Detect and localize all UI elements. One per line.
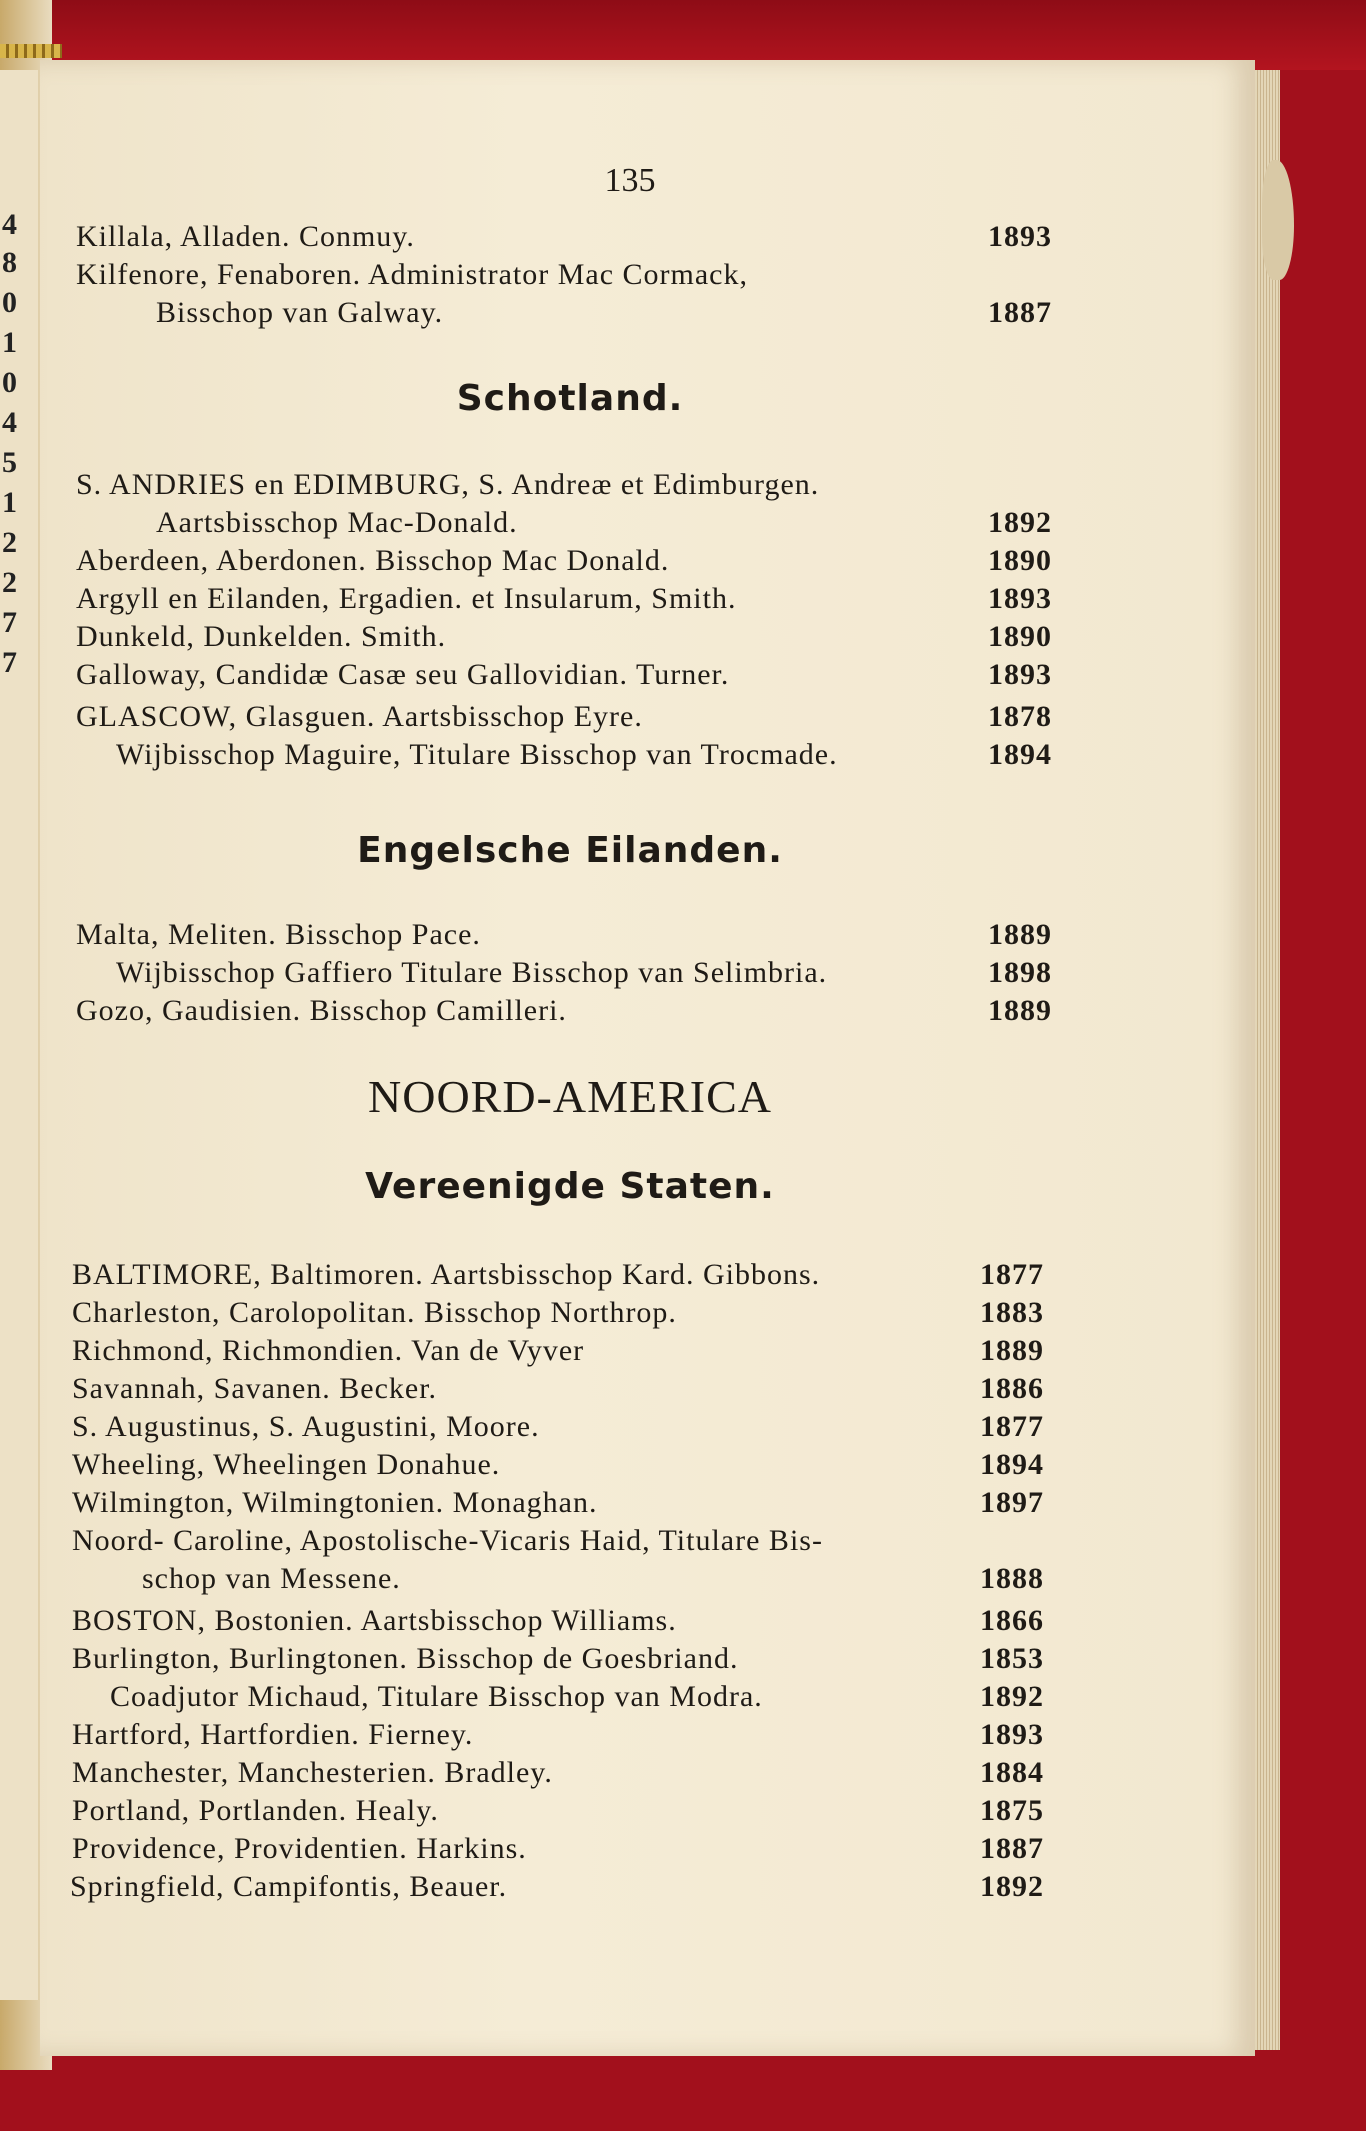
entry-year: 1878 (988, 700, 1052, 733)
list-item (70, 1642, 1070, 1678)
region-heading: NOORD-AMERICA (368, 1071, 772, 1122)
entry-year: 1887 (980, 1832, 1044, 1865)
edge-digit: 0 (2, 286, 17, 319)
entry-text: Noord- Caroline, Apostolische-Vicaris Haid, Titulare Bis- (72, 1524, 823, 1557)
entry-year: 1886 (980, 1372, 1044, 1405)
entry-year: 1877 (980, 1258, 1044, 1291)
list-item (70, 1448, 1070, 1484)
entry-year: 1897 (980, 1486, 1044, 1519)
entry-text: S. Augustinus, S. Augustini, Moore. (72, 1410, 540, 1443)
list-item (70, 1832, 1070, 1868)
entry-text: Portland, Portlanden. Healy. (72, 1794, 439, 1827)
entry-year: 1889 (988, 994, 1052, 1027)
entry-text: Burlington, Burlingtonen. Bisschop de Goesbriand. (72, 1642, 739, 1675)
entry-year: 1887 (988, 296, 1052, 329)
list-item (70, 994, 1070, 1030)
list-item (70, 738, 1070, 774)
list-item (70, 220, 1070, 256)
entry-year: 1894 (988, 738, 1052, 771)
list-item (70, 1604, 1070, 1640)
entry-text: Providence, Providentien. Harkins. (72, 1832, 527, 1865)
edge-digit: 2 (2, 566, 17, 599)
entry-text: BOSTON, Bostonien. Aartsbisschop Williams. (72, 1604, 677, 1637)
list-item (70, 1718, 1070, 1754)
entry-text: Bisschop van Galway. (156, 296, 444, 329)
section-heading: Engelsche Eilanden. (357, 830, 783, 871)
entry-year: 1890 (988, 620, 1052, 653)
list-item (70, 258, 1070, 294)
entry-text: Wilmington, Wilmingtonien. Monaghan. (72, 1486, 598, 1519)
list-item (70, 544, 1070, 580)
entry-year: 1875 (980, 1794, 1044, 1827)
entry-year: 1898 (988, 956, 1052, 989)
list-item (70, 1756, 1070, 1792)
entry-year: 1877 (980, 1410, 1044, 1443)
entry-year: 1888 (980, 1562, 1044, 1595)
edge-digit: 0 (2, 366, 17, 399)
entry-text: Hartford, Hartfordien. Fierney. (72, 1718, 474, 1751)
edge-digit: 2 (2, 526, 17, 559)
entry-text: Kilfenore, Fenaboren. Administrator Mac Cormack, (76, 258, 748, 291)
entry-text: Aartsbisschop Mac-Donald. (156, 506, 518, 539)
edge-digit: 8 (2, 246, 17, 279)
entry-year: 1893 (988, 220, 1052, 253)
book-cover-bottom (0, 2070, 1366, 2131)
list-item (70, 468, 1070, 504)
section-heading: Vereenigde Staten. (365, 1166, 775, 1207)
entry-year: 1890 (988, 544, 1052, 577)
section-heading: Schotland. (456, 378, 684, 419)
entry-text: Savannah, Savanen. Becker. (72, 1372, 438, 1405)
entry-text: Malta, Meliten. Bisschop Pace. (76, 918, 481, 951)
entry-year: 1853 (980, 1642, 1044, 1675)
edge-digit: 4 (2, 208, 17, 241)
list-item (70, 1334, 1070, 1370)
entry-text: Manchester, Manchesterien. Bradley. (72, 1756, 553, 1789)
list-item (70, 956, 1070, 992)
list-item (70, 1680, 1070, 1716)
list-item (70, 1372, 1070, 1408)
list-item (70, 658, 1070, 694)
list-item (70, 918, 1070, 954)
entry-text: Springfield, Campifontis, Beauer. (70, 1870, 508, 1903)
edge-digit: 4 (2, 406, 17, 439)
list-item (70, 582, 1070, 618)
entry-text: Coadjutor Michaud, Titulare Bisschop van Modra. (110, 1680, 763, 1713)
entry-text: Wijbisschop Gaffiero Titulare Bisschop van Selimbria. (116, 956, 828, 989)
entry-year: 1889 (980, 1334, 1044, 1367)
entry-year: 1892 (980, 1870, 1044, 1903)
list-item (70, 1410, 1070, 1446)
torn-page-corner (1262, 160, 1294, 280)
entry-text: Galloway, Candidæ Casæ seu Gallovidian. Turner. (76, 658, 730, 691)
entry-text: Wheeling, Wheelingen Donahue. (72, 1448, 501, 1481)
previous-page-edge (0, 70, 38, 2000)
entry-text: S. ANDRIES en EDIMBURG, S. Andreæ et Edimburgen. (76, 468, 820, 501)
list-item (70, 1794, 1070, 1830)
entry-text: Richmond, Richmondien. Van de Vyver (72, 1334, 585, 1367)
entry-text: BALTIMORE, Baltimoren. Aartsbisschop Kard. Gibbons. (72, 1258, 821, 1291)
entry-year: 1884 (980, 1756, 1044, 1789)
entry-year: 1866 (980, 1604, 1044, 1637)
entry-text: Charleston, Carolopolitan. Bisschop Northrop. (72, 1296, 677, 1329)
page-number: 135 (604, 162, 656, 199)
list-item (70, 1524, 1070, 1560)
entry-year: 1894 (980, 1448, 1044, 1481)
edge-digit: 7 (2, 646, 17, 679)
entry-text: Aberdeen, Aberdonen. Bisschop Mac Donald. (76, 544, 670, 577)
list-item (70, 700, 1070, 736)
entry-text: Wijbisschop Maguire, Titulare Bisschop van Trocmade. (116, 738, 838, 771)
list-item (70, 1486, 1070, 1522)
entry-text: Dunkeld, Dunkelden. Smith. (76, 620, 447, 653)
list-item (70, 1562, 1070, 1598)
edge-digit: 1 (2, 326, 17, 359)
entry-text: Killala, Alladen. Conmuy. (76, 220, 415, 253)
entry-text: schop van Messene. (142, 1562, 401, 1595)
list-item (70, 1258, 1070, 1294)
entry-year: 1892 (988, 506, 1052, 539)
entry-year: 1883 (980, 1296, 1044, 1329)
spine-gilding (0, 44, 62, 58)
list-item (70, 506, 1070, 542)
entry-text: GLASCOW, Glasguen. Aartsbisschop Eyre. (76, 700, 643, 733)
list-item (70, 620, 1070, 656)
entry-year: 1893 (980, 1718, 1044, 1751)
edge-digit: 5 (2, 446, 17, 479)
entry-year: 1889 (988, 918, 1052, 951)
list-item (70, 296, 1070, 332)
entry-text: Argyll en Eilanden, Ergadien. et Insularum, Smith. (76, 582, 737, 615)
entry-text: Gozo, Gaudisien. Bisschop Camilleri. (76, 994, 567, 1027)
entry-year: 1892 (980, 1680, 1044, 1713)
list-item (70, 1296, 1070, 1332)
list-item (70, 1870, 1070, 1906)
entry-year: 1893 (988, 582, 1052, 615)
entry-year: 1893 (988, 658, 1052, 691)
edge-digit: 1 (2, 486, 17, 519)
edge-digit: 7 (2, 606, 17, 639)
